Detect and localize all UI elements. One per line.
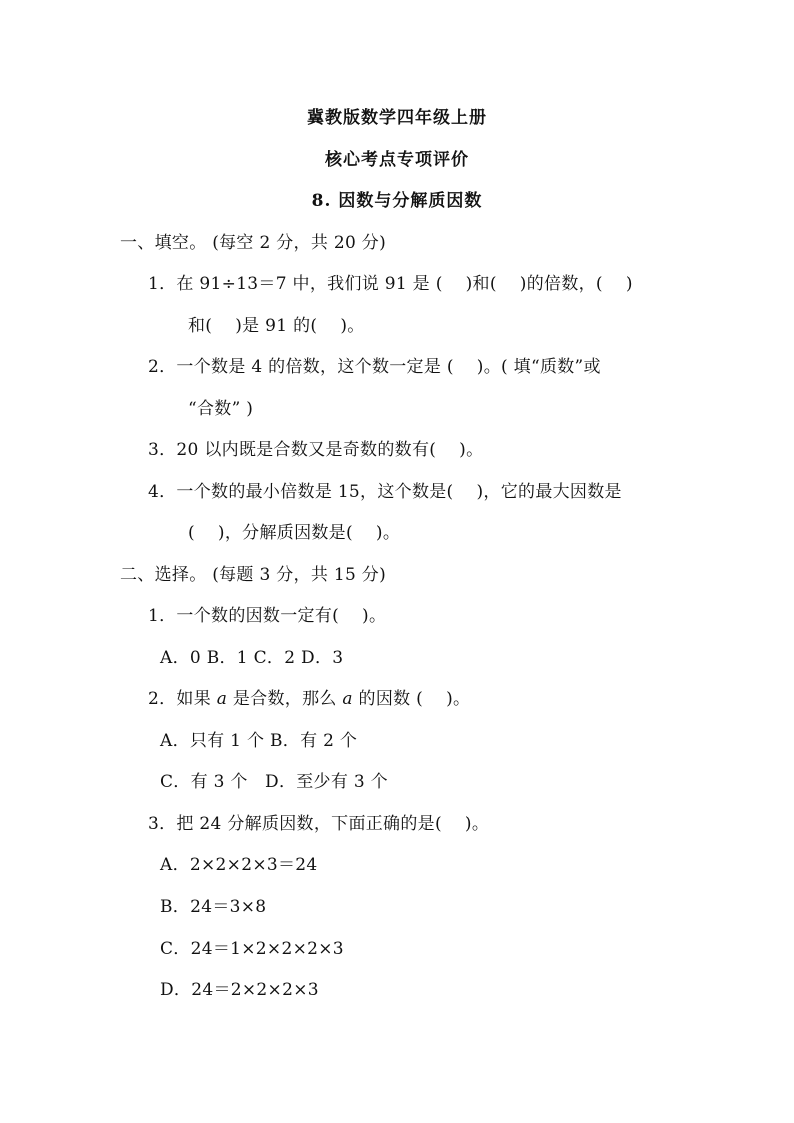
choice-question-3: 3．把 24 分解质因数，下面正确的是( )。 <box>148 814 490 834</box>
fill-question-4-line-2: ( )，分解质因数是( )。 <box>188 523 401 543</box>
fill-question-1-line-2: 和( )是 91 的( )。 <box>188 316 365 336</box>
choice-question-1-options: A．0 B．1 C．2 D．3 <box>160 648 344 668</box>
fill-question-2-line-1: 2．一个数是 4 的倍数，这个数一定是 ( )。( 填“质数”或 <box>148 357 601 377</box>
fill-question-1-line-1: 1．在 91÷13＝7 中，我们说 91 是 ( )和( )的倍数，( ) <box>148 274 633 294</box>
variable-a: a <box>342 689 353 709</box>
choice-question-2-options-line-1: A．只有 1 个 B．有 2 个 <box>160 731 358 751</box>
choice-question-2-text-c: 的因数 ( )。 <box>352 689 471 709</box>
choice-question-2-text-a: 2．如果 <box>148 689 217 709</box>
choice-question-2 <box>148 688 470 710</box>
section-choice-heading: 二、选择。 (每题 3 分，共 15 分) <box>120 565 387 585</box>
fill-question-2-line-2: “合数” ) <box>188 399 254 419</box>
topic-heading: 8. 因数与分解质因数 <box>311 191 483 211</box>
choice-question-3-option-a: A．2×2×2×3＝24 <box>160 855 318 875</box>
section-fill-in-heading: 一、填空。 (每空 2 分，共 20 分) <box>120 233 387 253</box>
choice-question-2-text-b: 是合数，那么 <box>227 689 343 709</box>
choice-question-3-option-d: D．24＝2×2×2×3 <box>160 980 319 1000</box>
document-title: 冀教版数学四年级上册 <box>307 108 487 128</box>
choice-question-1: 1．一个数的因数一定有( )。 <box>148 606 387 626</box>
choice-question-3-option-c: C．24＝1×2×2×2×3 <box>160 939 344 959</box>
fill-question-3: 3．20 以内既是合数又是奇数的数有( )。 <box>148 440 484 460</box>
choice-question-2-options-line-2: C．有 3 个 D．至少有 3 个 <box>160 772 388 792</box>
variable-a: a <box>216 689 228 709</box>
document-subtitle: 核心考点专项评价 <box>325 150 469 170</box>
fill-question-4-line-1: 4．一个数的最小倍数是 15，这个数是( )，它的最大因数是 <box>148 482 622 502</box>
choice-question-3-option-b: B．24＝3×8 <box>160 897 267 917</box>
